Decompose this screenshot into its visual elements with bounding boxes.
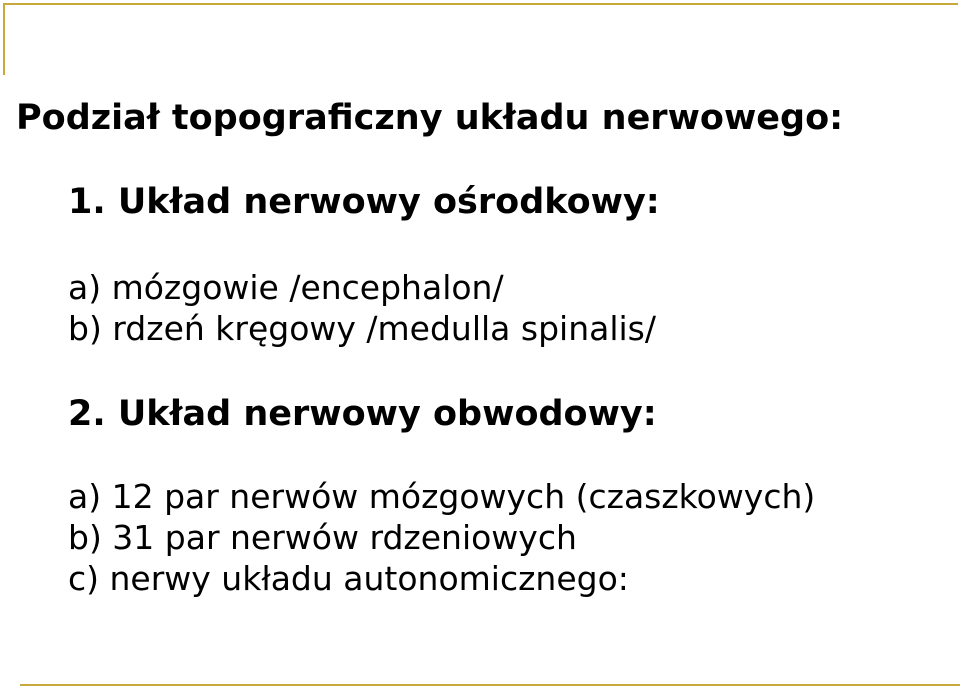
list-item-cranial-nerves: a) 12 par nerwów mózgowych (czaszkowych) bbox=[68, 477, 816, 516]
section-central-heading: 1. Układ nerwowy ośrodkowy: bbox=[68, 182, 660, 222]
slide-title: Podział topograficzny układu nerwowego: bbox=[16, 98, 844, 138]
list-item-spinal-nerves: b) 31 par nerwów rdzeniowych bbox=[68, 518, 577, 557]
list-item-autonomic-nerves: c) nerwy układu autonomicznego: bbox=[68, 559, 629, 598]
slide-frame-left-rule bbox=[3, 3, 5, 75]
slide-frame-top-rule bbox=[3, 3, 958, 5]
slide-frame-bottom-rule bbox=[20, 684, 960, 686]
list-item-spinal-cord: b) rdzeń kręgowy /medulla spinalis/ bbox=[68, 309, 656, 348]
section-peripheral-heading: 2. Układ nerwowy obwodowy: bbox=[68, 394, 657, 434]
list-item-brain: a) mózgowie /encephalon/ bbox=[68, 268, 504, 307]
